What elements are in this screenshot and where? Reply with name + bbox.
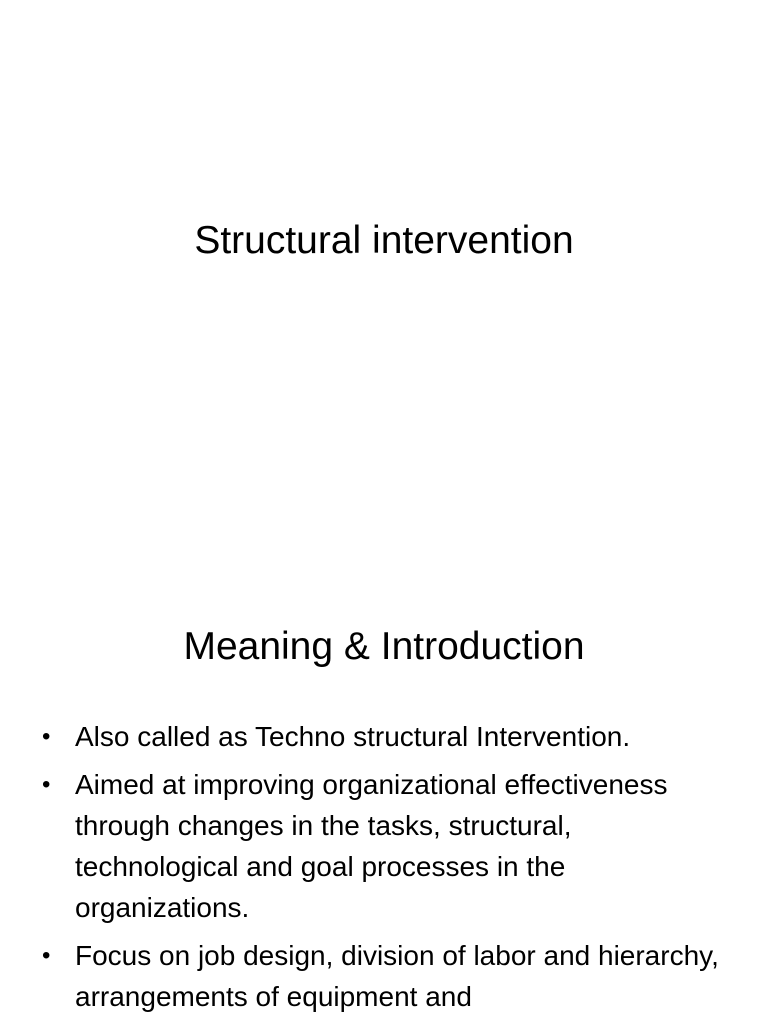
- bullet-item: [42, 716, 742, 757]
- bullet-icon: •: [42, 723, 51, 750]
- bullet-list: [42, 716, 742, 1024]
- bullet-icon: •: [42, 942, 51, 969]
- bullet-text: Also called as Techno structural Intervention.: [75, 721, 631, 752]
- bullet-item: [42, 935, 742, 1017]
- slide-title: Structural intervention: [194, 219, 574, 262]
- slide-heading: Meaning & Introduction: [183, 625, 585, 668]
- bullet-icon: •: [42, 771, 51, 798]
- bullet-text: Focus on job design, division of labor and hierarchy, arrangements of equipment and: [75, 940, 719, 1012]
- slide-meaning-introduction: [0, 576, 768, 1024]
- bullet-text: Aimed at improving organizational effectiveness through changes in the tasks, structural, technological and goal processes in the organizations.: [75, 769, 668, 923]
- bullet-item: [42, 764, 742, 928]
